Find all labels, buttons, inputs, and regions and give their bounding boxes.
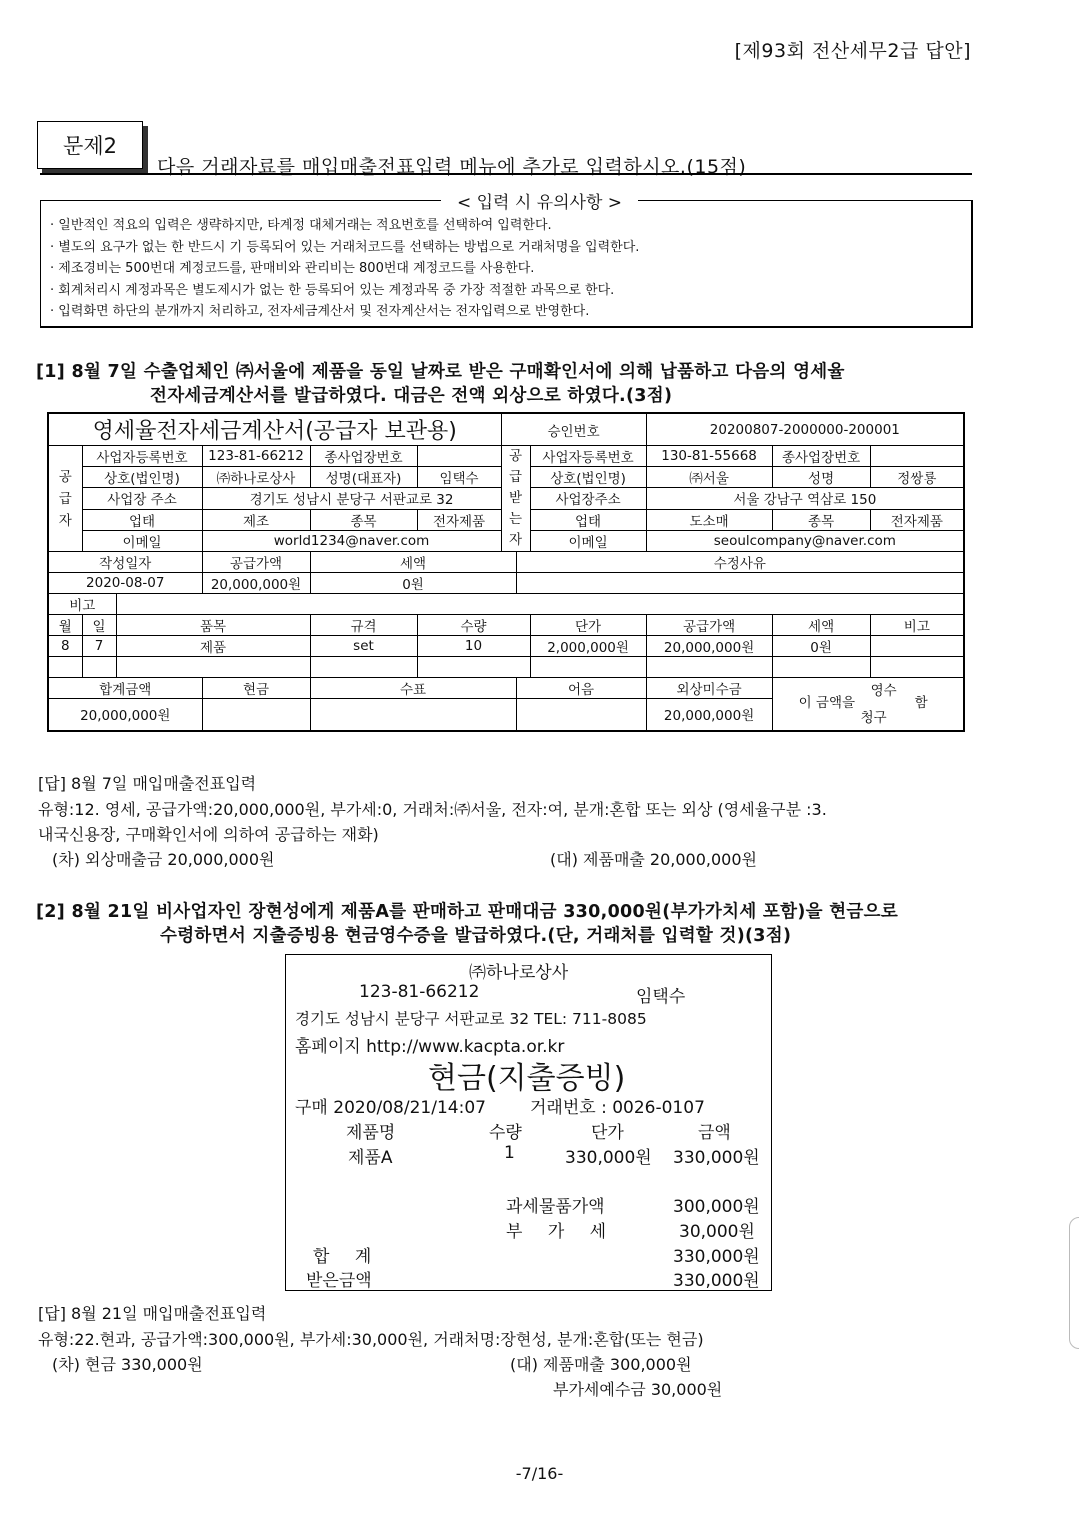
buyer-email-label: 이메일 (530, 530, 646, 551)
cash-value (202, 699, 310, 731)
item-supply: 20,000,000원 (646, 636, 772, 657)
supplier-addr: 경기도 성남시 분당구 서판교로 32 (202, 488, 501, 509)
item-price: 2,000,000원 (530, 636, 646, 657)
receipt-taxable-label: 과세물품가액 (506, 1197, 605, 1217)
buyer-branch-label: 종사업장번호 (772, 446, 870, 467)
branch-label: 종사업장번호 (310, 446, 417, 467)
note-label: 어음 (516, 678, 646, 699)
notes-list (50, 215, 639, 323)
tax-amount: 0원 (310, 573, 516, 594)
problem-title: 다음 거래자료를 매입매출전표입력 메뉴에 추가로 입력하시오.(15점) (157, 156, 747, 178)
total-label: 합계금액 (48, 678, 202, 699)
question-1-line2: 전자세금계산서를 발급하였다. 대금은 전액 외상으로 하였다.(3점) (150, 386, 673, 406)
check-label: 수표 (310, 678, 516, 699)
receipt-rep: 임택수 (636, 987, 686, 1007)
receipt-vat-label: 부 가 세 (506, 1222, 617, 1242)
addr-label: 사업장 주소 (82, 488, 202, 509)
item-remark (870, 636, 964, 657)
receipt-total-value: 330,000원 (673, 1247, 760, 1267)
buyer-reg: 130-81-55668 (646, 446, 772, 467)
answer-2-credit-2: 부가세예수금 30,000원 (553, 1380, 723, 1399)
buyer-name-label: 상호(법인명) (530, 467, 646, 488)
answer-2-debit: (차) 현금 330,000원 (52, 1355, 203, 1374)
reason-label: 수정사유 (516, 552, 964, 573)
question-2-line1: [2] 8월 21일 비사업자인 장현성에게 제품A를 판매하고 판매대금 330,000원(부가가치세 포함)을 현금으로 (36, 902, 899, 922)
receipt-received-value: 330,000원 (673, 1271, 760, 1291)
col-tax: 세액 (772, 615, 870, 636)
col-supply: 공급가액 (646, 615, 772, 636)
answer-1-title: [답] 8월 7일 매입매출전표입력 (38, 774, 257, 793)
receipt-homepage: 홈페이지 http://www.kacpta.or.kr (295, 1037, 565, 1057)
approval-label: 승인번호 (501, 413, 646, 446)
side-scroll-tab[interactable] (1069, 1217, 1079, 1349)
col-qty: 수량 (417, 615, 530, 636)
answer-1-detail: 유형:12. 영세, 공급가액:20,000,000원, 부가세:0, 거래처:㈜서울, 전자:여, 분개:혼합 또는 외상 (영세율구분 :3. (38, 800, 827, 819)
receipt-taxable-value: 300,000원 (673, 1197, 760, 1217)
buyer-type: 도소매 (646, 509, 772, 530)
buyer-vertical-label: 공 급 받 는 자 (501, 446, 530, 552)
answer-1-debit: (차) 외상매출금 20,000,000원 (52, 850, 275, 869)
supplier-rep: 임택수 (417, 467, 501, 488)
item-day: 7 (82, 636, 116, 657)
col-spec: 규격 (310, 615, 417, 636)
approval-number: 20200807-2000000-200001 (646, 413, 964, 446)
buyer-reg-label: 사업자등록번호 (530, 446, 646, 467)
receipt-reg: 123-81-66212 (359, 982, 480, 1002)
question-1-line1: [1] 8월 7일 수출업체인 ㈜서울에 제품을 동일 날짜로 받은 구매확인서에 의해 납품하고 다음의 영세율 (36, 362, 845, 382)
rep-label: 성명(대표자) (310, 467, 417, 488)
page-header: [제93회 전산세무2급 답안] (734, 40, 971, 62)
invoice-title: 영세율전자세금계산서(공급자 보관용) (48, 413, 501, 446)
col-item: 품목 (116, 615, 310, 636)
col-price: 단가 (530, 615, 646, 636)
buyer-item: 전자제품 (870, 509, 964, 530)
answer-1-credit: (대) 제품매출 20,000,000원 (550, 850, 758, 869)
item-qty: 10 (417, 636, 530, 657)
note-item: · 회계처리시 계정과목은 별도제시가 없는 한 등록되어 있는 계정과목 중 가장 적절한 과목으로 한다. (50, 282, 615, 298)
name-label: 상호(법인명) (82, 467, 202, 488)
receipt-transaction-no: 거래번호 : 0026-0107 (530, 1098, 705, 1118)
item-name: 제품 (116, 636, 310, 657)
buyer-rep-label: 성명 (772, 467, 870, 488)
type-label: 업태 (82, 509, 202, 530)
receipt-received-label: 받은금액 (306, 1271, 372, 1291)
remark-label: 비고 (48, 594, 116, 615)
receipt-purchase-time: 구매 2020/08/21/14:07 (295, 1098, 486, 1118)
tax-label: 세액 (310, 552, 516, 573)
tax-invoice (47, 412, 965, 732)
receipt-col-price: 단가 (591, 1123, 624, 1143)
supply-label: 공급가액 (202, 552, 310, 573)
receipt-claim: 영수 이 금액을 함 청구 (772, 678, 964, 731)
item-spec: set (310, 636, 417, 657)
col-remark: 비고 (870, 615, 964, 636)
note-item: · 제조경비는 500번대 계정코드를, 판매비와 관리비는 800번대 계정코드를 사용한다. (50, 261, 535, 276)
supply-amount: 20,000,000원 (202, 573, 310, 594)
buyer-item-label: 종목 (772, 509, 870, 530)
receivable-label: 외상미수금 (646, 678, 772, 699)
supplier-vertical-label: 공 급 자 (48, 446, 82, 552)
email-label: 이메일 (82, 530, 202, 551)
note-item: · 입력화면 하단의 분개까지 처리하고, 전자세금계산서 및 전자계산서는 전자입력으로 반영한다. (50, 304, 590, 319)
receipt-address: 경기도 성남시 분당구 서판교로 32 TEL: 711-8085 (295, 1010, 647, 1028)
receipt-col-name: 제품명 (346, 1123, 396, 1143)
answer-1-detail-cont: 내국신용장, 구매확인서에 의하여 공급하는 재화) (38, 825, 379, 844)
notes-title: < 입력 시 유의사항 > (0, 188, 1079, 213)
buyer-type-label: 업태 (530, 509, 646, 530)
receipt-total-label: 합 계 (313, 1247, 382, 1267)
note-item: · 일반적인 적요의 입력은 생략하지만, 타계정 대체거래는 적요번호를 선택하여 입력한다. (50, 218, 552, 233)
receipt-col-qty: 수량 (489, 1123, 522, 1143)
supplier-name: ㈜하나로상사 (202, 467, 310, 488)
issue-date: 2020-08-07 (48, 573, 202, 594)
divider (40, 173, 972, 175)
buyer-email: seoulcompany@naver.com (646, 530, 964, 551)
supplier-item: 전자제품 (417, 509, 501, 530)
answer-2-credit-1: (대) 제품매출 300,000원 (510, 1355, 692, 1374)
col-day: 일 (82, 615, 116, 636)
col-month: 월 (48, 615, 82, 636)
page-number: -7/16- (515, 1464, 564, 1483)
supplier-email: world1234@naver.com (202, 530, 501, 551)
note-value (516, 699, 646, 731)
receipt-item-amount: 330,000원 (673, 1148, 760, 1168)
problem-label: 문제2 (37, 121, 143, 169)
cash-label: 현금 (202, 678, 310, 699)
receipt-title: 현금(지출증빙) (428, 1061, 626, 1096)
date-label: 작성일자 (48, 552, 202, 573)
check-value (310, 699, 516, 731)
buyer-rep: 정쌍룡 (870, 467, 964, 488)
receipt-company: ㈜하나로상사 (469, 963, 569, 983)
receipt-item-qty: 1 (504, 1143, 515, 1163)
answer-2-title: [답] 8월 21일 매입매출전표입력 (38, 1304, 267, 1323)
supplier-reg: 123-81-66212 (202, 446, 310, 467)
receivable-value: 20,000,000원 (646, 699, 772, 731)
item-label: 종목 (310, 509, 417, 530)
supplier-type: 제조 (202, 509, 310, 530)
cash-receipt (285, 954, 772, 1291)
receipt-item-name: 제품A (348, 1148, 393, 1168)
question-2-line2: 수령하면서 지출증빙용 현금영수증을 발급하였다.(단, 거래처를 입력할 것)(3점) (160, 926, 792, 946)
receipt-col-amount: 금액 (698, 1123, 731, 1143)
item-tax: 0원 (772, 636, 870, 657)
reg-label: 사업자등록번호 (82, 446, 202, 467)
buyer-addr: 서울 강남구 역삼로 150 (646, 488, 964, 509)
total-value: 20,000,000원 (48, 699, 202, 731)
answer-2-detail: 유형:22.현과, 공급가액:300,000원, 부가세:30,000원, 거래처명:장현성, 분개:혼합(또는 현금) (38, 1330, 704, 1349)
buyer-name: ㈜서울 (646, 467, 772, 488)
note-item: · 별도의 요구가 없는 한 반드시 기 등록되어 있는 거래처코드를 선택하는 방법으로 거래처명을 입력한다. (50, 239, 640, 255)
receipt-item-price: 330,000원 (565, 1148, 652, 1168)
receipt-vat-value: 30,000원 (679, 1222, 755, 1242)
item-month: 8 (48, 636, 82, 657)
buyer-addr-label: 사업장주소 (530, 488, 646, 509)
